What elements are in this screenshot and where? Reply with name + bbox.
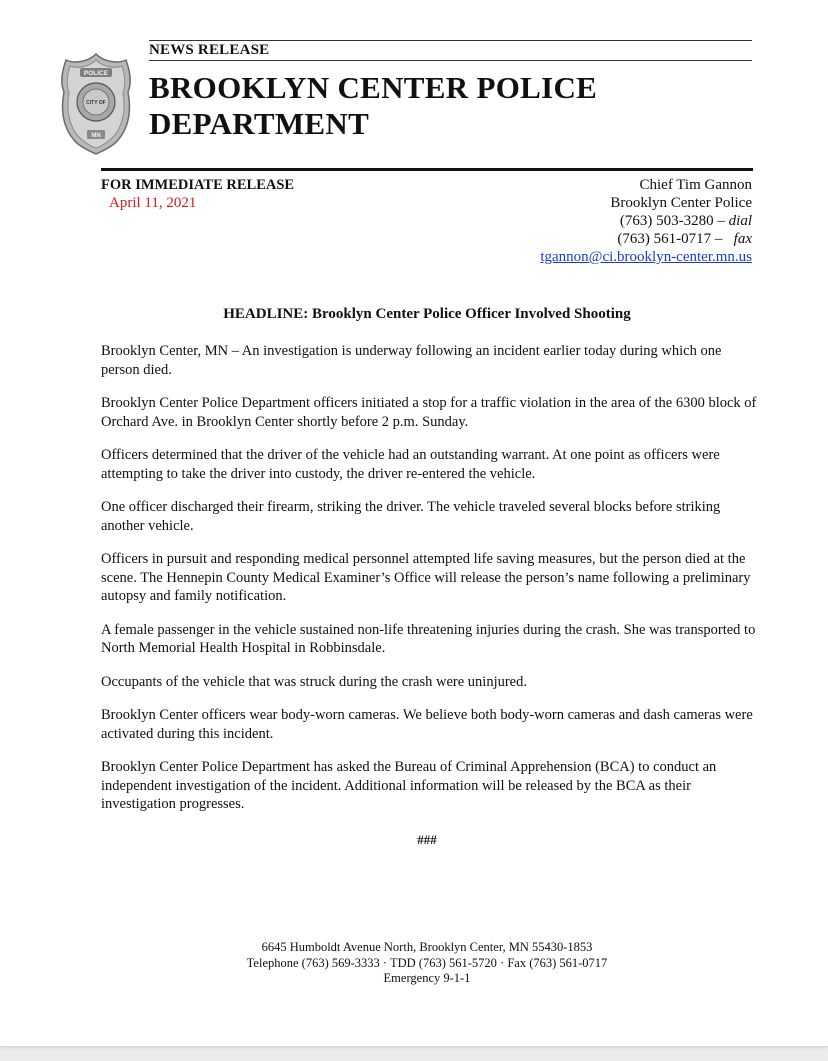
headline: HEADLINE: Brooklyn Center Police Officer Involved Shooting	[223, 306, 631, 322]
contact-phone-type: dial	[728, 213, 752, 229]
contact-email-link[interactable]: tgannon@ci.brooklyn-center.mn.us	[540, 249, 752, 265]
paragraph: Brooklyn Center, MN – An investigation is underway following an incident earlier today during which one person died.	[101, 343, 722, 378]
paragraph: Officers in pursuit and responding medical personnel attempted life saving measures, but the person died at the scene. The Hennepin County Medical Examiner’s Office will release the person’s name following a preliminary autopsy and family notification.	[101, 551, 751, 604]
svg-text:CITY OF: CITY OF	[86, 100, 106, 106]
paragraph: Brooklyn Center Police Department officers initiated a stop for a traffic violation in the area of the 6300 block of Orchard Ave. in Brooklyn Center shortly before 2 p.m. Sunday.	[101, 395, 757, 430]
department-title-line-2: DEPARTMENT	[149, 106, 370, 141]
footer-phones: Telephone (763) 569-3333 · TDD (763) 561-5720 · Fax (763) 561-0717	[246, 955, 608, 970]
contact-phone-number: (763) 503-3280 –	[619, 213, 725, 229]
paragraph: Occupants of the vehicle that was struck during the crash were uninjured.	[101, 673, 527, 690]
contact-phone	[540, 212, 752, 230]
paragraph: One officer discharged their firearm, striking the driver. The vehicle traveled several blocks before striking another vehicle.	[101, 499, 721, 534]
contact-org: Brooklyn Center Police	[610, 195, 752, 211]
footer	[101, 940, 753, 987]
paragraph: A female passenger in the vehicle sustained non-life threatening injuries during the crash. She was transported to North Memorial Health Hospital in Robbinsdale.	[101, 621, 756, 656]
news-release-label: NEWS RELEASE	[149, 42, 270, 58]
department-title-line-1: BROOKLYN CENTER POLICE	[149, 70, 598, 105]
release-body	[101, 342, 759, 829]
police-badge-icon	[58, 52, 134, 156]
contact-block	[540, 176, 752, 266]
footer-address: 6645 Humboldt Avenue North, Brooklyn Center, MN 55430-1853	[261, 940, 593, 954]
header-rule-top	[149, 40, 752, 41]
contact-fax-type: fax	[733, 231, 752, 247]
end-mark: ###	[417, 832, 437, 847]
footer-emergency: Emergency 9-1-1	[383, 971, 471, 985]
immediate-release-label: FOR IMMEDIATE RELEASE	[101, 177, 295, 193]
contact-fax	[540, 230, 752, 248]
contact-name: Chief Tim Gannon	[639, 177, 752, 193]
department-title	[149, 70, 597, 142]
release-info	[101, 176, 294, 212]
svg-text:MN: MN	[91, 133, 101, 139]
paragraph: Brooklyn Center officers wear body-worn cameras. We believe both body-worn cameras and dash cameras were activated during this incident.	[101, 707, 753, 742]
release-date: April 11, 2021	[109, 195, 197, 211]
contact-fax-number: (763) 561-0717 –	[617, 231, 723, 247]
svg-text:POLICE: POLICE	[83, 70, 109, 77]
header-divider	[101, 168, 753, 171]
paragraph: Officers determined that the driver of the vehicle had an outstanding warrant. At one point as officers were attempting to take the driver into custody, the driver re-entered the vehicle.	[101, 447, 720, 482]
paragraph: Brooklyn Center Police Department has asked the Bureau of Criminal Apprehension (BCA) to conduct an independent investigation of the incident. Additional information will be released by the BCA as their investigation progresses.	[101, 759, 717, 812]
header-rule-under-label	[149, 60, 752, 61]
